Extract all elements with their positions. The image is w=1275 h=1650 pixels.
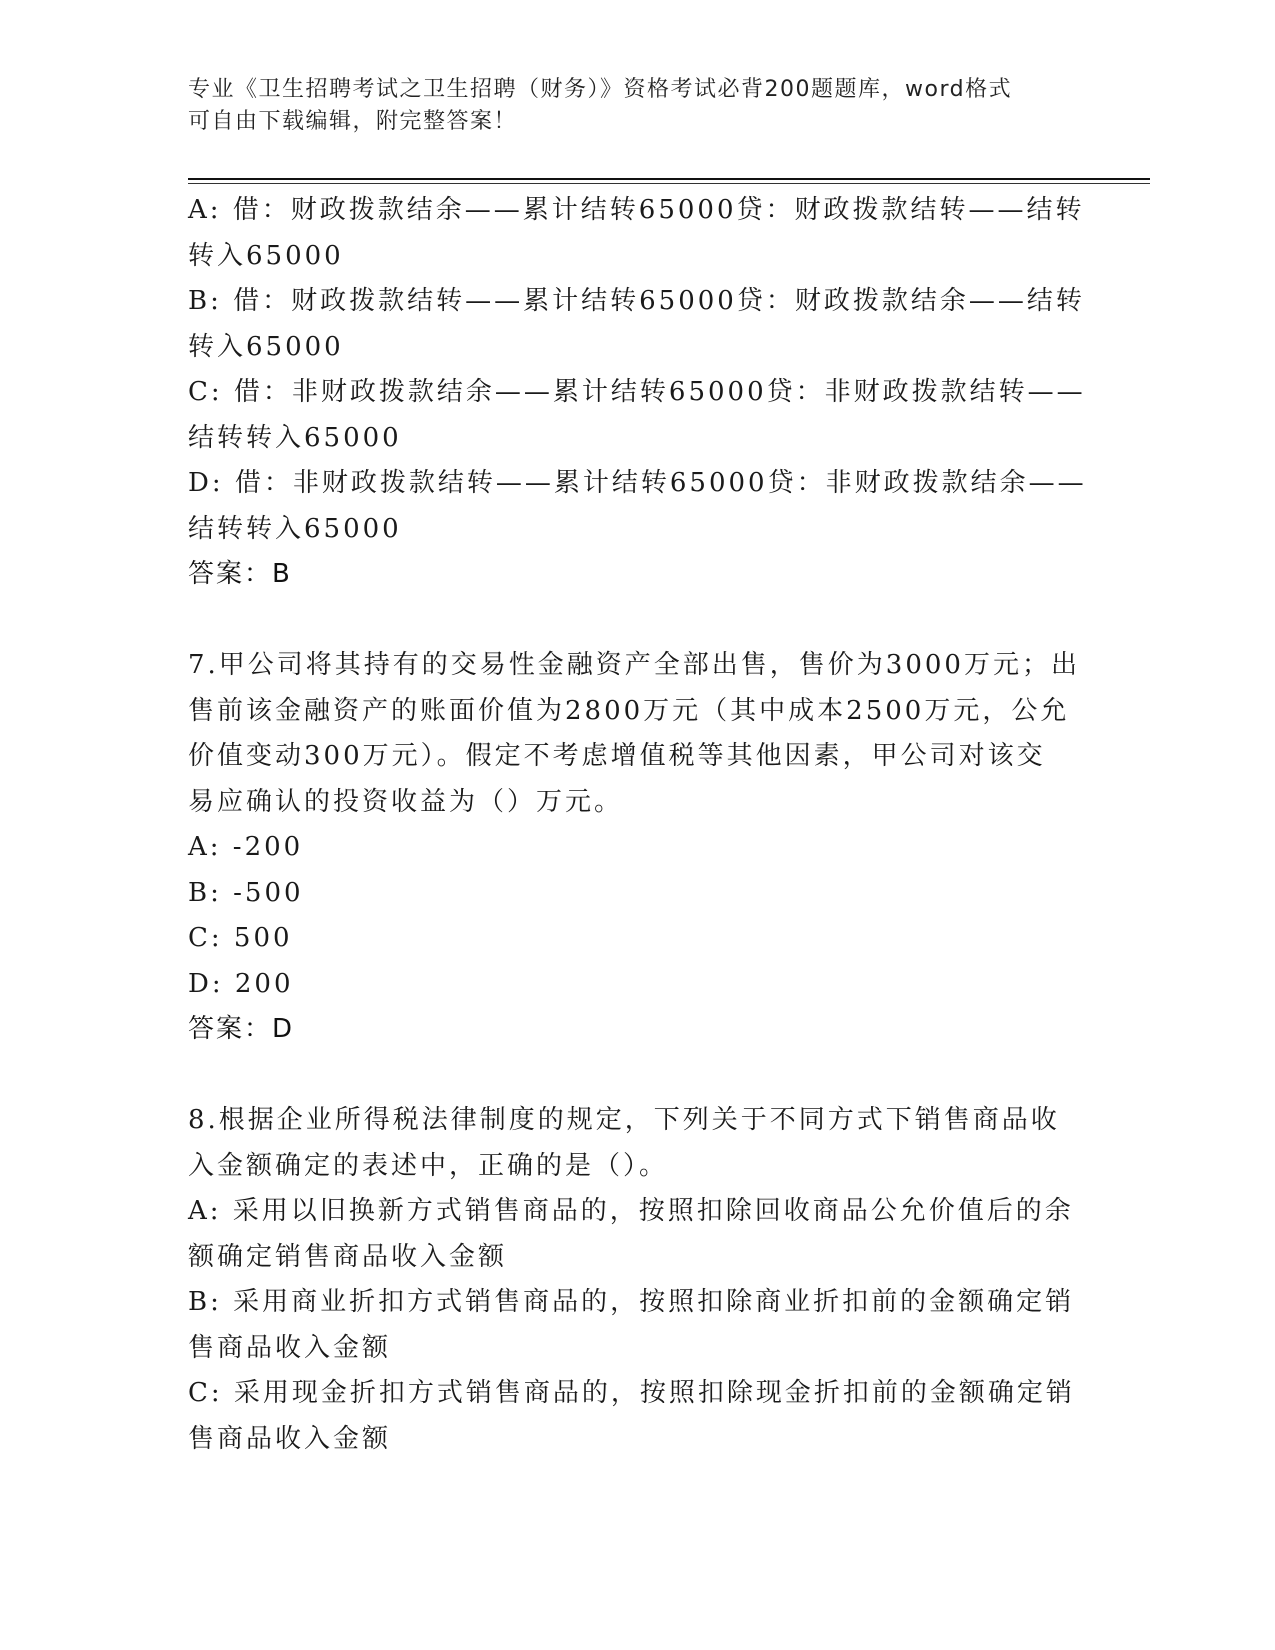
q8-stem-line-1: 8.根据企业所得税法律制度的规定，下列关于不同方式下销售商品收	[188, 1105, 1060, 1135]
q6-option-c-line-1: C: 借：非财政拨款结余——累计结转65000贷：非财政拨款结转——	[188, 377, 1086, 407]
q8-option-a-line-1: A: 采用以旧换新方式销售商品的，按照扣除回收商品公允价值后的余	[188, 1196, 1074, 1226]
q7-stem-line-4: 易应确认的投资收益为（）万元。	[188, 786, 624, 817]
q7-option-a: A: -200	[188, 832, 304, 862]
q8-option-b-line-2: 售商品收入金额	[188, 1332, 392, 1363]
spacer	[188, 1053, 1068, 1099]
q6-option-b-line-1: B: 借：财政拨款结转——累计结转65000贷：财政拨款结余——结转	[188, 286, 1085, 316]
spacer	[188, 598, 1068, 644]
q6-option-c-line-2: 结转转入65000	[188, 422, 402, 453]
q6-option-d-line-2: 结转转入65000	[188, 513, 402, 544]
q8-option-a-line-2: 额确定销售商品收入金额	[188, 1241, 508, 1272]
q6-option-b-line-2: 转入65000	[188, 331, 344, 362]
q7-option-d: D: 200	[188, 968, 294, 999]
q7-stem-line-3: 价值变动300万元）。假定不考虑增值税等其他因素，甲公司对该交	[188, 741, 1046, 771]
header-title-line-1: 专业《卫生招聘考试之卫生招聘（财务）》资格考试必背200题题库，word格式	[188, 77, 1013, 102]
header-title-line-2: 可自由下载编辑，附完整答案！	[188, 109, 518, 134]
q8-option-b-line-1: B: 采用商业折扣方式销售商品的，按照扣除商业折扣前的金额确定销	[188, 1287, 1075, 1317]
q7-stem-line-1: 7.甲公司将其持有的交易性金融资产全部出售，售价为3000万元；出	[188, 650, 1080, 680]
q6-option-a-line-1: A: 借：财政拨款结余——累计结转65000贷：财政拨款结转——结转	[188, 195, 1085, 225]
q6-answer: 答案：B	[188, 559, 292, 589]
q6-option-a-line-2: 转入65000	[188, 240, 344, 271]
q8-option-c-line-2: 售商品收入金额	[188, 1423, 392, 1454]
question-6	[188, 188, 1087, 598]
q8-option-c-line-1: C: 采用现金折扣方式销售商品的，按照扣除现金折扣前的金额确定销	[188, 1378, 1075, 1408]
document-body	[188, 188, 1087, 1462]
q8-stem-line-2: 入金额确定的表述中，正确的是（）。	[188, 1150, 669, 1181]
q6-option-d-line-1: D: 借：非财政拨款结转——累计结转65000贷：非财政拨款结余——	[188, 468, 1087, 498]
q7-option-b: B: -500	[188, 877, 304, 908]
document-header	[188, 74, 1088, 138]
q7-option-c: C: 500	[188, 923, 293, 953]
header-divider-thin	[188, 183, 1150, 184]
q7-answer: 答案：D	[188, 1014, 295, 1044]
question-8	[188, 1098, 1075, 1462]
header-divider-thick	[188, 178, 1150, 180]
question-7	[188, 643, 1080, 1053]
q7-stem-line-2: 售前该金融资产的账面价值为2800万元（其中成本2500万元，公允	[188, 695, 1070, 726]
